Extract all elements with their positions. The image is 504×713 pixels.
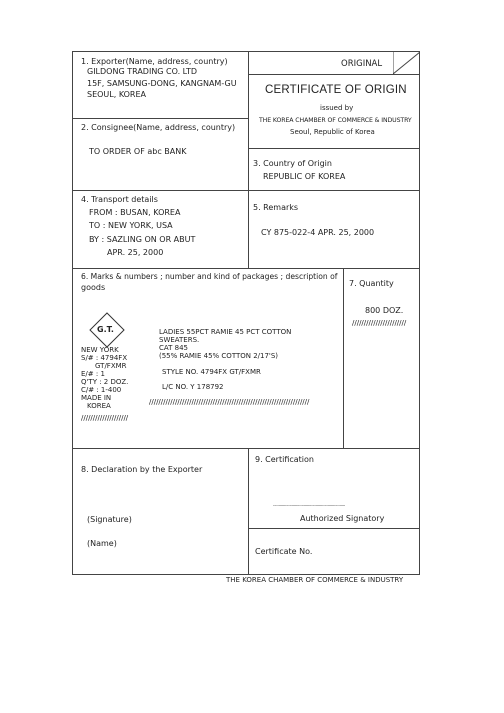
original-label: ORIGINAL — [341, 59, 383, 69]
transport-from: FROM : BUSAN, KOREA — [89, 208, 181, 217]
header-bottom — [248, 148, 420, 149]
mark-entry: E/# : 1 — [81, 370, 105, 378]
marks-label-line1: 6. Marks & numbers ; number and kind of packages ; description of — [81, 272, 338, 281]
footer-issuer: THE KOREA CHAMBER OF COMMERCE & INDUSTRY — [226, 576, 404, 584]
issuer-location: Seoul, Republic of Korea — [290, 128, 375, 136]
mark-style-code: GT/FXMR — [95, 362, 127, 370]
quantity-divider — [343, 268, 344, 448]
marks-label-line2: goods — [81, 283, 106, 292]
gt-mark — [89, 312, 125, 348]
country-origin-value: REPUBLIC OF KOREA — [263, 172, 346, 181]
remarks-value: CY 875-022-4 APR. 25, 2000 — [261, 228, 375, 237]
signature-label: (Signature) — [87, 515, 132, 524]
mark-slashes: //////////////////// — [81, 414, 129, 422]
transport-to: TO : NEW YORK, USA — [89, 221, 173, 230]
signature-dots: .................................................................. — [273, 502, 345, 508]
certificate-number-label: Certificate No. — [255, 547, 313, 556]
transport-date: APR. 25, 2000 — [107, 248, 164, 257]
issued-by: issued by — [320, 104, 354, 112]
transport-by: BY : SAZLING ON OR ABUT — [89, 235, 196, 244]
mark-new-york: NEW YORK — [81, 346, 119, 354]
quantity-slashes: /////////////////////// — [352, 319, 407, 327]
mark-korea: KOREA — [87, 402, 111, 410]
cert-no-top — [248, 528, 420, 529]
goods-desc-3: CAT 845 — [159, 344, 188, 352]
exporter-city: SEOUL, KOREA — [87, 90, 147, 99]
original-bottom — [248, 74, 420, 75]
gt-mark-label: G.T. — [97, 325, 114, 334]
name-label: (Name) — [87, 539, 117, 548]
row4-bottom — [73, 448, 420, 449]
goods-desc-2: SWEATERS. — [159, 336, 200, 344]
certification-label: 9. Certification — [255, 455, 314, 464]
authorized-signatory: Authorized Signatory — [300, 514, 385, 523]
declaration-label: 8. Declaration by the Exporter — [81, 465, 203, 474]
corner-slash — [393, 52, 420, 74]
mark-style: S/# : 4794FX — [81, 354, 128, 362]
consignee-label: 2. Consignee(Name, address, country) — [81, 123, 236, 132]
goods-slashes: //////////////////////////////////////////////////////////////////// — [149, 398, 310, 406]
box1-bottom — [73, 118, 248, 119]
remarks-label: 5. Remarks — [253, 203, 299, 212]
issuer-name: THE KOREA CHAMBER OF COMMERCE & INDUSTRY — [259, 117, 412, 124]
exporter-name: GILDONG TRADING CO. LTD — [87, 67, 198, 76]
quantity-value: 800 DOZ. — [365, 306, 404, 315]
transport-label: 4. Transport details — [81, 195, 158, 204]
exporter-label: 1. Exporter(Name, address, country) — [81, 57, 228, 66]
row2-bottom — [73, 190, 420, 191]
exporter-address: 15F, SAMSUNG-DONG, KANGNAM-GU — [87, 79, 237, 88]
mark-cartons: C/# : 1-400 — [81, 386, 122, 394]
lc-number: L/C NO. Y 178792 — [162, 383, 224, 391]
style-number: STYLE NO. 4794FX GT/FXMR — [162, 368, 261, 376]
row3-bottom — [73, 268, 420, 269]
goods-desc-4: (55% RAMIE 45% COTTON 2/17'S) — [159, 352, 279, 360]
consignee-value: TO ORDER OF abc BANK — [89, 147, 187, 156]
goods-desc-1: LADIES 55PCT RAMIE 45 PCT COTTON — [159, 328, 292, 336]
mark-quantity: Q'TY : 2 DOZ. — [81, 378, 129, 386]
mark-made-in: MADE IN — [81, 394, 112, 402]
quantity-label: 7. Quantity — [349, 279, 394, 288]
country-origin-label: 3. Country of Origin — [253, 159, 332, 168]
center-divider-lower — [248, 448, 249, 575]
certificate-title: CERTIFICATE OF ORIGIN — [265, 84, 407, 96]
center-divider — [248, 52, 249, 268]
